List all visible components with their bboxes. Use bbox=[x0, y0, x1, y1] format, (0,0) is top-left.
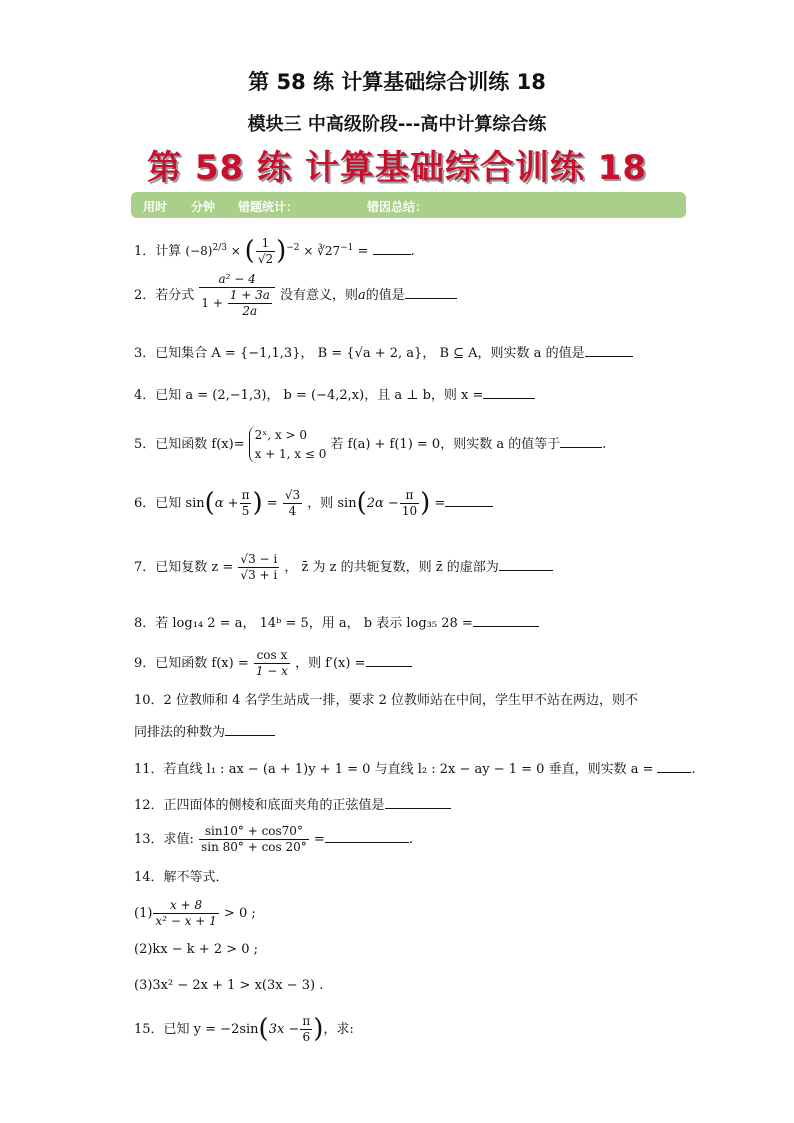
answer-blank bbox=[405, 286, 457, 299]
answer-blank bbox=[585, 344, 633, 357]
answer-blank bbox=[385, 796, 451, 809]
error-stat-label: 错题统计： bbox=[238, 200, 299, 214]
piecewise-brace: 2ˣ, x > 0 x + 1, x ≤ 0 bbox=[249, 426, 327, 463]
answer-blank bbox=[499, 558, 553, 571]
question-14-part-1: (1) $\frac{x + 8}{\text{x² − x + 1}}$ > 0 ; bbox=[134, 898, 256, 928]
time-label: 用时 bbox=[143, 200, 168, 214]
question-7: 7．已知复数 z = $\frac{√3 - i}{√3 + i}$ ， z̄ 为 z 的共轭复数，则 z̄ 的虚部为 bbox=[134, 552, 674, 583]
question-13: 13．求值: $\frac{\sin 10^\circ + \cos 70^\circ}{\sin 80^\circ + \cos 20^\circ}$ = . bbox=[134, 824, 413, 854]
answer-blank bbox=[560, 435, 602, 448]
q1-expression: $(-8)^{2/3}$ × ( $\frac{1}{√2}$ )$^{-2} \times ∛27^{-1}$ bbox=[185, 236, 354, 267]
question-14-part-3: (3)3x² − 2x + 1 > x(3x − 3) . bbox=[134, 978, 324, 993]
module-subtitle: 模块三 中高级阶段---高中计算综合练 bbox=[247, 114, 547, 135]
question-10-line2: 同排法的种数为 bbox=[134, 723, 674, 741]
page-title-small: 第 58 练 计算基础综合训练 18 bbox=[248, 70, 546, 94]
question-1: 1．计算 $(-8)^{2/3}$ × ( $\frac{1}{√2}$ )$^{-2} \times ∛27^{-1}$ = . bbox=[134, 236, 415, 267]
question-9: 9．已知函数 f(x) = $\frac{\text{cos x}}{1 - x}$ ，则 f′(x) = bbox=[134, 648, 674, 679]
minute-label: 分钟 bbox=[191, 200, 216, 214]
question-12: 12．正四面体的侧棱和底面夹角的正弦值是 bbox=[134, 796, 674, 814]
question-3: 3．已知集合 A = {−1,1,3}， B = {√a + 2, a}， B ⊆ A，则实数 a 的值是 bbox=[134, 344, 674, 362]
question-11: 11．若直线 l₁ : ax − (a + 1)y + 1 = 0 与直线 l₂ : 2x − ay − 1 = 0 垂直，则实数 a = . bbox=[134, 762, 696, 777]
answer-blank bbox=[483, 386, 535, 399]
answer-blank bbox=[445, 494, 493, 507]
answer-blank bbox=[657, 760, 691, 773]
question-14: 14．解不等式． bbox=[134, 870, 229, 885]
question-14-part-2: (2)kx − k + 2 > 0 ; bbox=[134, 942, 259, 957]
question-6: 6．已知 sin(α + $\frac{\pi}{5}$ ) = $\frac{√3}{4}$ ，则 sin(2α − $\frac{\pi}{10}$ ) = bbox=[134, 488, 674, 519]
page-title-banner: 第 58 练 计算基础综合训练 18 bbox=[147, 148, 647, 188]
answer-blank bbox=[473, 614, 539, 627]
error-reason-label: 错因总结： bbox=[367, 200, 428, 214]
answer-blank bbox=[325, 830, 409, 843]
question-4: 4．已知 a = (2,−1,3)， b = (−4,2,x)，且 a ⊥ b，则 x = bbox=[134, 386, 674, 404]
question-10: 10．2 位教师和 4 名学生站成一排，要求 2 位教师站在中间，学生甲不站在两边，则不 bbox=[134, 693, 639, 708]
answer-blank bbox=[225, 723, 275, 736]
question-2: 2．若分式 a² − 4 1 + $\frac{1 + 3a}{2a}$ 没有意义，则a的值是 bbox=[134, 272, 674, 319]
stat-bar bbox=[131, 192, 686, 218]
question-8: 8．若 log₁₄ 2 = a， 14ᵇ = 5，用 a， b 表示 log₃₅ 28 = bbox=[134, 614, 674, 632]
question-15: 15．已知 y = −2sin(3x − $\frac{\pi}{6}$ )，求: bbox=[134, 1014, 354, 1045]
q2-fraction: a² − 4 1 + $\frac{1 + 3a}{2a}$ bbox=[199, 272, 274, 319]
answer-blank bbox=[366, 654, 412, 667]
answer-blank bbox=[373, 242, 411, 255]
question-5: 5．已知函数 f(x)=2ˣ, x > 0 x + 1, x ≤ 0 若 f(a) + f(1) = 0，则实数 a 的值等于 . bbox=[134, 426, 674, 463]
